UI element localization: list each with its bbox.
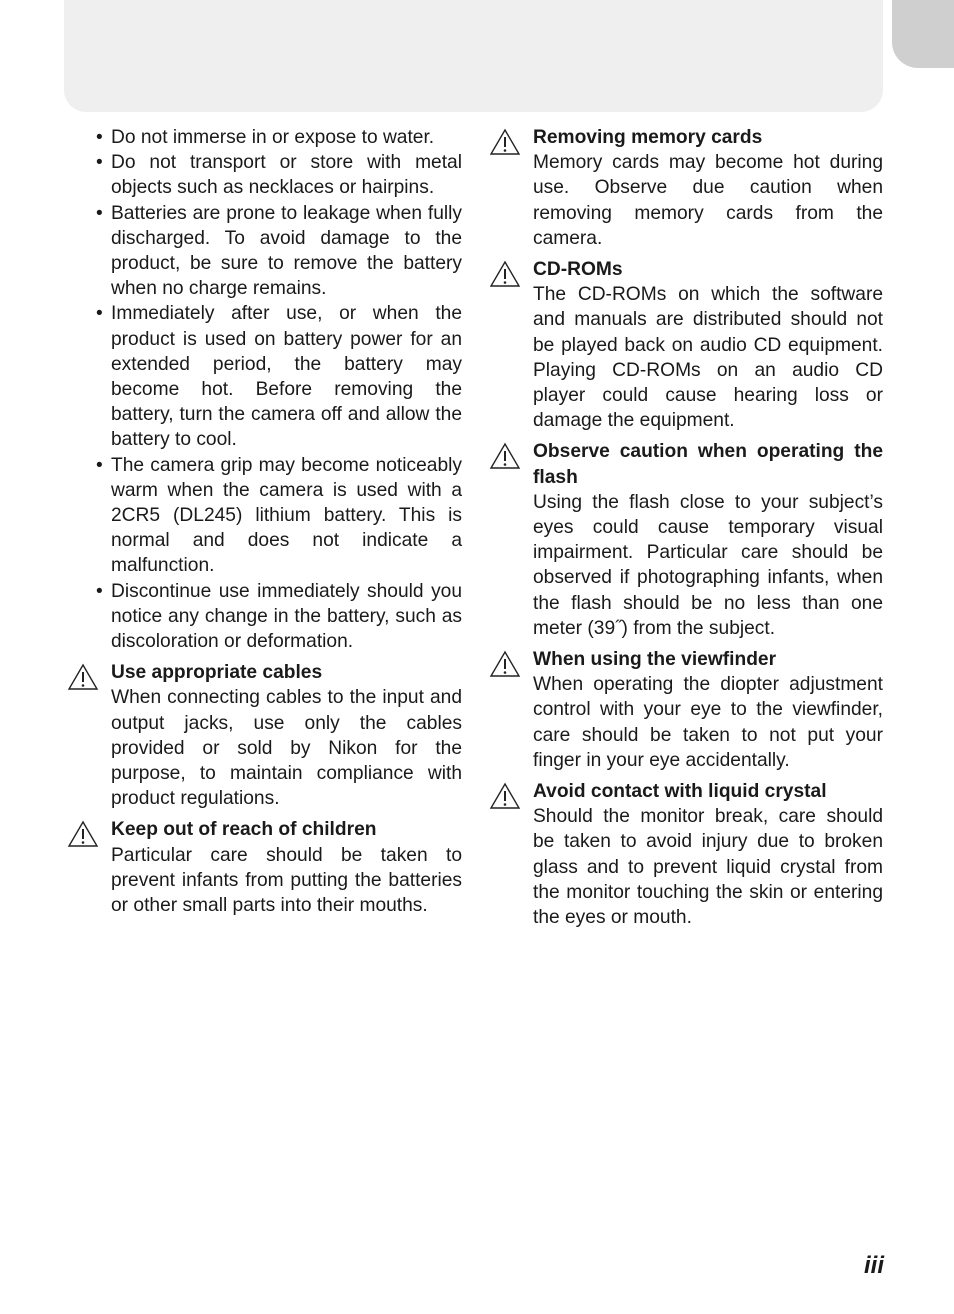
bullet-item: • Do not immerse in or expose to water. [64, 125, 462, 150]
warning-text: When connecting cables to the input and output jacks, use only the cables provided or sold by Nikon for the purpose, to maintain compliance with product regulations. [111, 687, 462, 810]
warning-title: Removing memory cards [533, 127, 763, 148]
warning-text: The CD-ROMs on which the software and manuals are distributed should not be played back on audio CD equipment. Playing CD-ROMs on an audio CD player could cause hearing loss or damage the equipment. [533, 284, 883, 432]
warning-title: When using the viewfinder [533, 649, 777, 671]
bullet-marker: • [96, 303, 103, 325]
warning-triangle-icon [489, 260, 521, 288]
warning-triangle-icon [67, 820, 99, 848]
page-number: iii [863, 1252, 884, 1279]
bullet-marker: • [96, 580, 103, 602]
warning-text: Memory cards may become hot during use. Observe due caution when removing memory cards from the camera. [533, 152, 883, 249]
warning-text: When operating the diopter adjustment control with your eye to the viewfinder, care should be taken to not put your finger in your eye accidentally. [533, 674, 883, 771]
warning-block [64, 817, 462, 918]
right-column [486, 125, 883, 930]
header-band [64, 0, 883, 112]
left-column [64, 125, 462, 918]
warning-title: Keep out of reach of children [111, 819, 377, 841]
warning-block [64, 660, 462, 811]
bullet-marker: • [96, 127, 103, 148]
battery-bullet-list [64, 125, 462, 654]
warning-triangle-icon [489, 442, 521, 470]
bullet-marker: • [96, 202, 103, 224]
warning-block [486, 125, 883, 251]
warning-block [486, 257, 883, 433]
section-tab [892, 0, 954, 68]
bullet-item: • Do not transport or store with metal objects such as necklaces or hairpins. [96, 152, 462, 199]
warning-block [486, 439, 883, 641]
bullet-marker: • [96, 152, 103, 174]
bullet-item: • Batteries are prone to leakage when fully discharged. To avoid damage to the product, be sure to remove the battery when no charge remains. [96, 202, 462, 300]
warning-triangle-icon [489, 128, 521, 156]
bullet-item: • Discontinue use immediately should you notice any change in the battery, such as discoloration or deformation. [96, 580, 462, 653]
warning-triangle-icon [489, 782, 521, 810]
bullet-marker: • [96, 454, 103, 476]
warning-title: CD-ROMs [533, 259, 623, 281]
warning-title: Avoid contact with liquid crystal [533, 781, 827, 803]
warning-text: Using the flash close to your subject’s eyes could cause temporary visual impairment. Particular care should be observed if photographing infants, when the flash should be no less than one meter (39˝) from the subject. [533, 491, 883, 639]
warning-text: Particular care should be taken to prevent infants from putting the batteries or other small parts into their mouths. [111, 844, 462, 917]
warning-title: Observe caution when operating the flash [533, 441, 883, 488]
bullet-item: • The camera grip may become noticeably warm when the camera is used with a 2CR5 (DL245) lithium battery. This is normal and does not indicate a malfunction. [96, 454, 462, 577]
warning-block [486, 779, 883, 930]
warning-text: Should the monitor break, care should be taken to avoid injury due to broken glass and to prevent liquid crystal from the monitor touching the skin or entering the eyes or mouth. [533, 806, 883, 929]
bullet-item: • Immediately after use, or when the product is used on battery power for an extended period, the battery may become hot. Before removing the battery, turn the camera off and allow the battery to cool. [96, 303, 462, 451]
warning-title: Use appropriate cables [111, 662, 323, 684]
warning-triangle-icon [67, 663, 99, 691]
warning-triangle-icon [489, 650, 521, 678]
warning-block [486, 647, 883, 773]
